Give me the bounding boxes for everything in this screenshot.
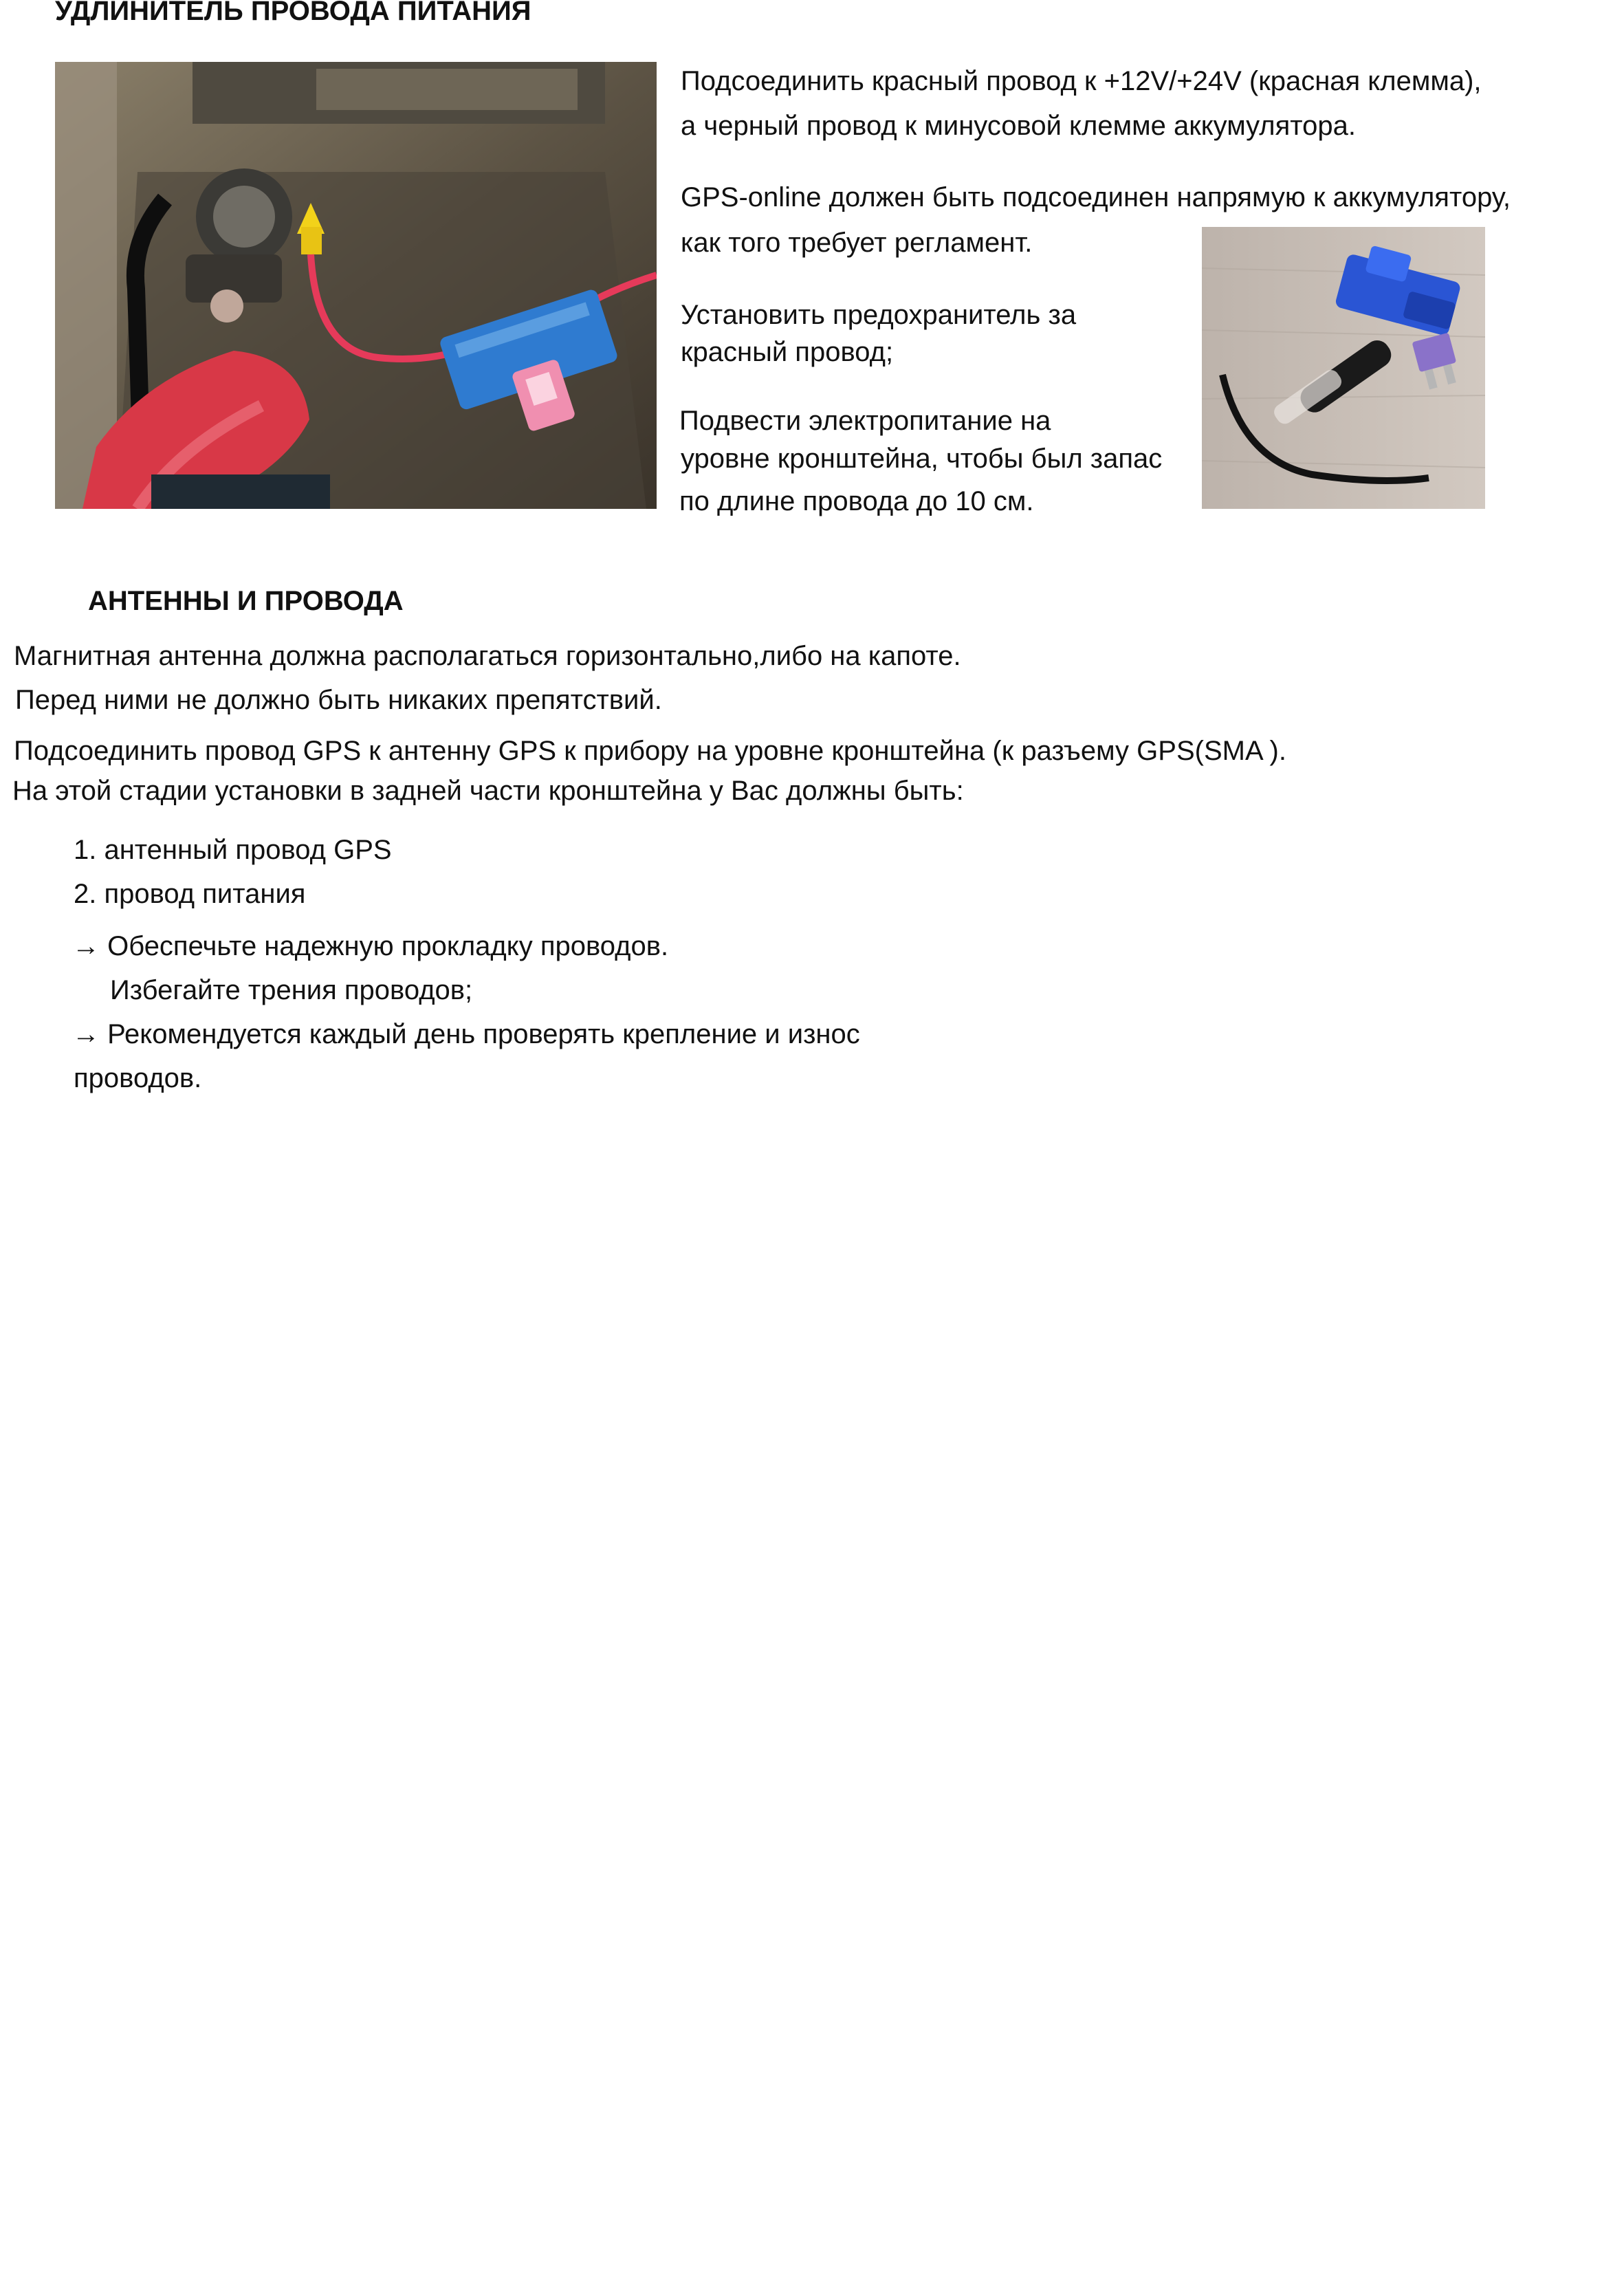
paragraph-line: Подсоединить красный провод к +12V/+24V (красная клемма), <box>681 66 1482 96</box>
section-heading-antennas: АНТЕННЫ И ПРОВОДА <box>88 586 404 616</box>
paragraph-line: уровне кронштейна, чтобы был запас <box>681 444 1163 474</box>
paragraph-line: Подвести электропитание на <box>679 406 1051 436</box>
list-item: 1. антенный провод GPS <box>74 835 392 865</box>
paragraph-line: красный провод; <box>681 337 894 367</box>
paragraph-line: а черный провод к минусовой клемме аккумулятора. <box>681 111 1356 141</box>
paragraph-line: Подсоединить провод GPS к антенну GPS к прибору на уровне кронштейна (к разъему GPS(SMA ). <box>14 736 1286 766</box>
paragraph-line: Перед ними не должно быть никаких препятствий. <box>15 685 662 715</box>
paragraph-line: Установить предохранитель за <box>681 300 1077 330</box>
list-item: 2. провод питания <box>74 879 306 909</box>
paragraph-line: GPS-online должен быть подсоединен напрямую к аккумулятору, <box>681 182 1511 212</box>
section-heading-power-extension: УДЛИНИТЕЛЬ ПРОВОДА ПИТАНИЯ <box>55 0 531 26</box>
paragraph-line: Магнитная антенна должна располагаться горизонтально,либо на капоте. <box>14 641 961 671</box>
note-line: → Рекомендуется каждый день проверять крепление и износ <box>72 1019 860 1049</box>
fuse-kit-photo <box>1202 227 1485 509</box>
note-line: Избегайте трения проводов; <box>110 975 473 1005</box>
note-line: проводов. <box>74 1063 202 1093</box>
paragraph-line: На этой стадии установки в задней части кронштейна у Вас должны быть: <box>12 776 964 806</box>
paragraph-line: как того требует регламент. <box>681 228 1033 258</box>
paragraph-line: по длине провода до 10 см. <box>679 486 1034 516</box>
battery-fuse-photo <box>55 62 657 509</box>
note-line: → Обеспечьте надежную прокладку проводов. <box>72 931 669 961</box>
